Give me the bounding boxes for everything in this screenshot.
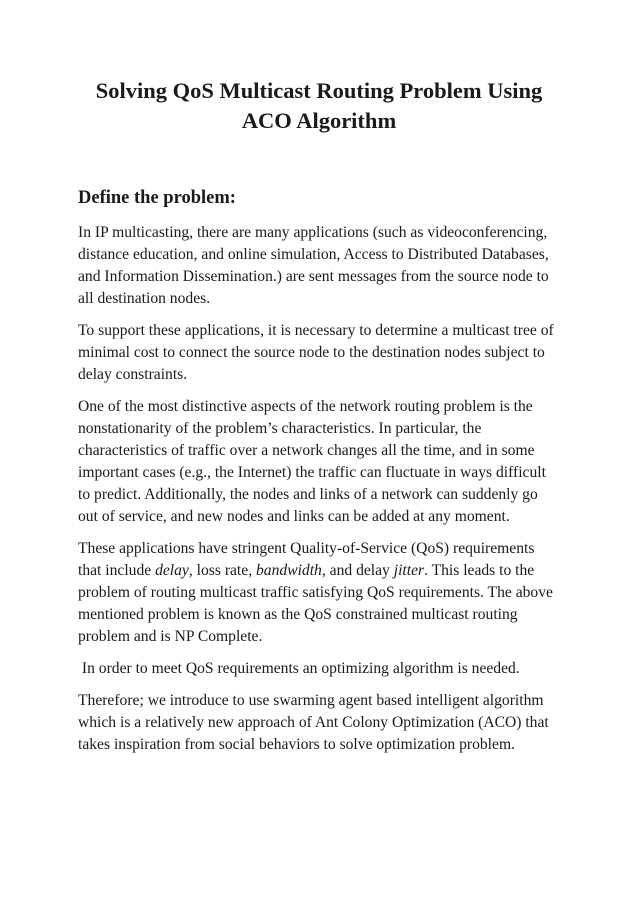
qos-term-jitter: jitter: [393, 562, 425, 579]
optimizing-algorithm-text: In order to meet QoS requirements an optimizing algorithm is needed.: [81, 660, 520, 677]
section-heading: Define the problem:: [78, 188, 236, 208]
paragraph-multicast-applications: In IP multicasting, there are many applications (such as videoconferencing, distance education, and online simulation, Access to Distributed Databases, and Information Dissemination.) are sent messages from the source node to all destination nodes.: [78, 224, 549, 307]
document-title: Solving QoS Multicast Routing Problem Using ACO Algorithm: [95, 78, 543, 133]
paragraph-multicast-tree: To support these applications, it is necessary to determine a multicast tree of minimal cost to connect the source node to the destination nodes subject to delay constraints.: [78, 322, 554, 383]
paragraph-aco-introduction: Therefore; we introduce to use swarming agent based intelligent algorithm which is a relatively new approach of Ant Colony Optimization (ACO) that takes inspiration from social behaviors to solve optimization problem.: [78, 692, 549, 753]
paragraph-nonstationarity: One of the most distinctive aspects of the network routing problem is the nonstationarity of the problem’s characteristics. In particular, the characteristics of traffic over a network changes all the time, and in some important cases (e.g., the Internet) the traffic can fluctuate in ways difficult to predict. Additionally, the nodes and links of a network can suddenly go out of service, and new nodes and links can be added at any moment.: [78, 398, 546, 525]
qos-text-2: , loss rate,: [188, 562, 256, 579]
paragraph-optimizing-algorithm: [78, 658, 560, 680]
qos-text-1: These applications have stringent Quality-of-Service (QoS) requirements that include: [78, 540, 535, 579]
qos-term-bandwidth: bandwidth: [256, 562, 322, 579]
qos-text-3: , and delay: [321, 562, 394, 579]
paragraph-qos-requirements: [78, 538, 560, 648]
qos-text-4: . This leads to the problem of routing multicast traffic satisfying QoS requirements. The above mentioned problem is known as the QoS constrained multicast routing problem and is NP Complete.: [78, 562, 553, 645]
qos-term-delay: delay: [155, 562, 189, 579]
